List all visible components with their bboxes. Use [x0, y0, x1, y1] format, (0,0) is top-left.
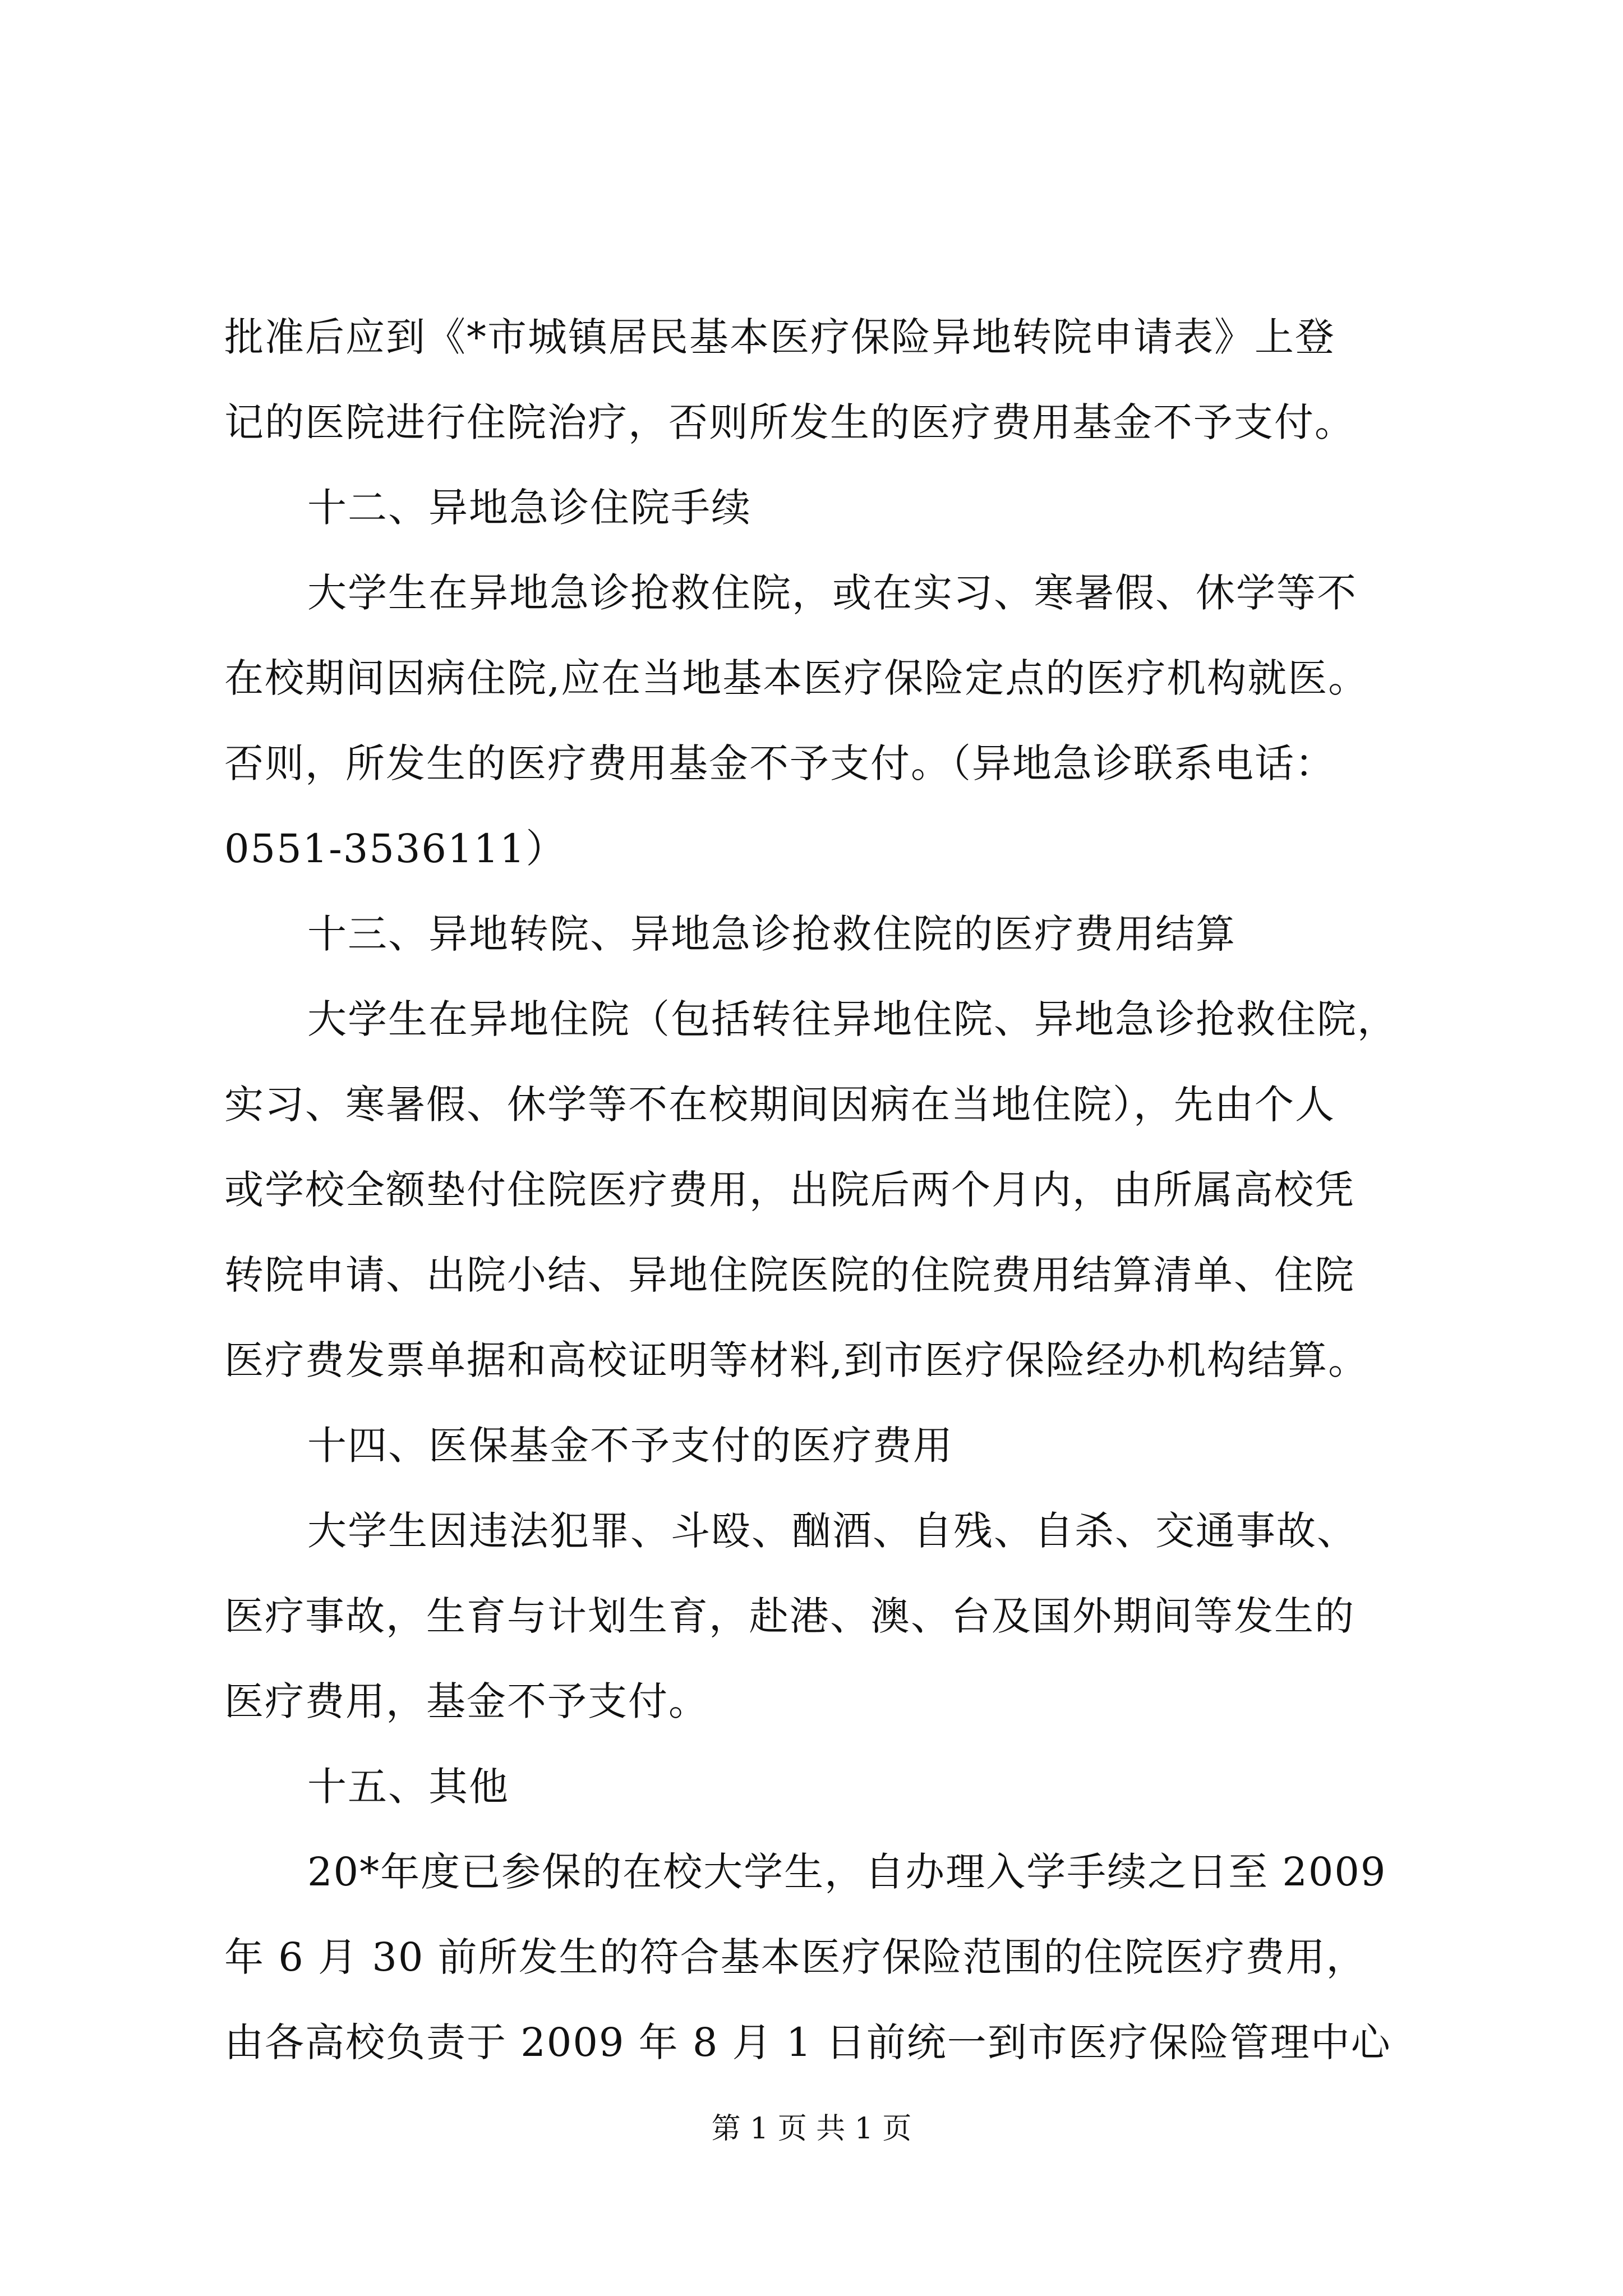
text-line: 大学生在异地住院（包括转往异地住院、异地急诊抢救住院，	[307, 996, 1398, 1042]
section-heading: 十五、其他	[307, 1764, 509, 1810]
section-heading: 十二、异地急诊住院手续	[307, 485, 751, 531]
text-line: 医疗事故，生育与计划生育，赴港、澳、台及国外期间等发生的	[224, 1593, 1355, 1639]
section-heading: 十四、医保基金不予支付的医疗费用	[307, 1423, 953, 1469]
text-line: 否则，所发生的医疗费用基金不予支付。（异地急诊联系电话：	[224, 740, 1335, 786]
text-line: 在校期间因病住院,应在当地基本医疗保险定点的医疗机构就医。	[224, 655, 1369, 701]
section-heading: 十三、异地转院、异地急诊抢救住院的医疗费用结算	[307, 911, 1236, 957]
text-line: 批准后应到《*市城镇居民基本医疗保险异地转院申请表》上登	[224, 314, 1335, 360]
text-line: 医疗费发票单据和高校证明等材料,到市医疗保险经办机构结算。	[224, 1337, 1369, 1383]
text-line: 记的医院进行住院治疗，否则所发生的医疗费用基金不予支付。	[224, 399, 1355, 445]
text-line: 大学生因违法犯罪、斗殴、酗酒、自残、自杀、交通事故、	[307, 1508, 1357, 1554]
text-line: 转院申请、出院小结、异地住院医院的住院费用结算清单、住院	[224, 1252, 1355, 1298]
text-line: 0551-3536111）	[224, 826, 566, 872]
text-line: 实习、寒暑假、休学等不在校期间因病在当地住院），先由个人	[224, 1082, 1335, 1128]
text-line: 医疗费用，基金不予支付。	[224, 1678, 709, 1724]
text-line: 或学校全额垫付住院医疗费用，出院后两个月内，由所属高校凭	[224, 1167, 1355, 1213]
text-line: 由各高校负责于 2009 年 8 月 1 日前统一到市医疗保险管理中心	[224, 2019, 1391, 2065]
page-footer: 第 1 页 共 1 页	[711, 2112, 912, 2146]
text-line: 大学生在异地急诊抢救住院，或在实习、寒暑假、休学等不	[307, 570, 1357, 616]
text-line: 20*年度已参保的在校大学生，自办理入学手续之日至 2009	[307, 1849, 1387, 1895]
document-body	[224, 295, 1436, 2085]
text-line: 年 6 月 30 前所发生的符合基本医疗保险范围的住院医疗费用，	[224, 1934, 1367, 1980]
